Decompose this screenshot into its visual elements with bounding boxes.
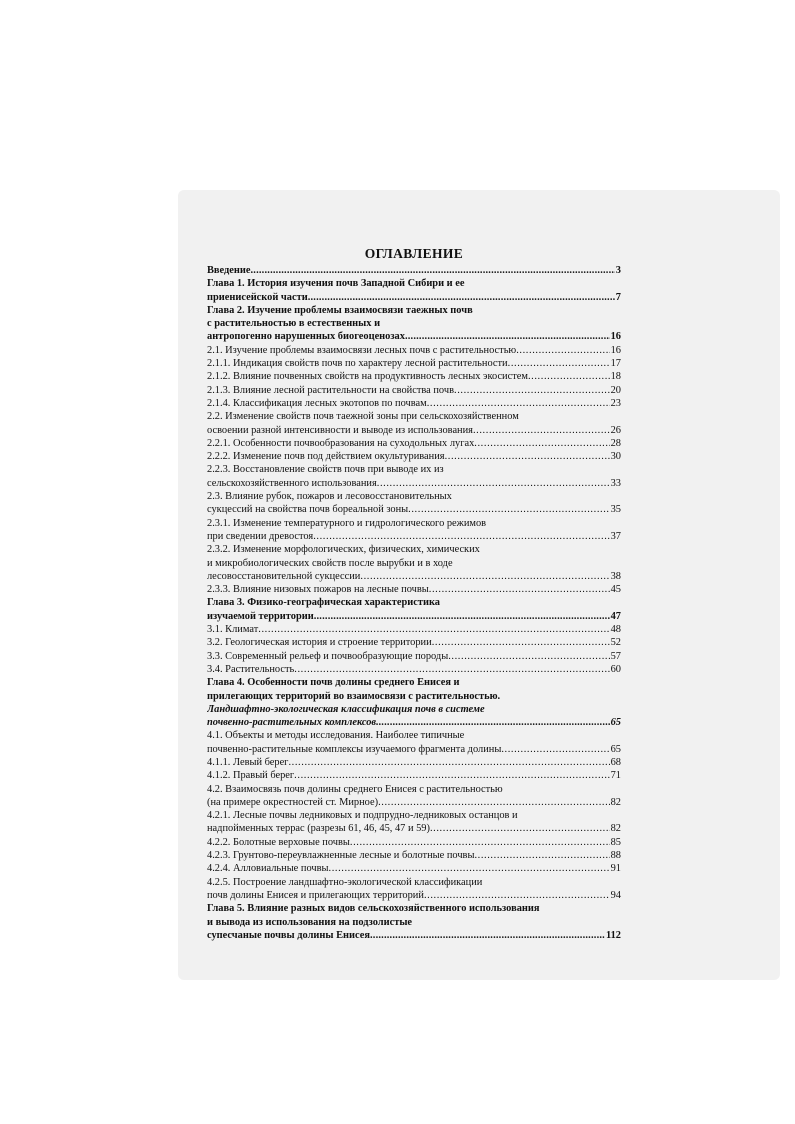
toc-page-number: 23 [610,397,621,409]
dot-leader [376,716,610,729]
dot-leader [516,344,609,357]
toc-entry-text: сукцессий на свойства почв бореальной зоны [207,504,409,516]
toc-entry[interactable] [207,463,621,490]
toc-page-number: 65 [610,743,621,755]
toc-entry[interactable] [207,756,621,769]
toc-entry[interactable] [207,650,621,663]
toc-entry-text: с растительностью в естественных и [207,318,381,330]
toc-entry-line [207,610,621,623]
toc-entry-text: 2.1.1. Индикация свойств почв по характеру лесной растительности [207,358,508,370]
toc-entry[interactable] [207,636,621,649]
dot-leader [473,424,610,437]
toc-entry[interactable] [207,437,621,450]
toc-entry-text: 4.1.2. Правый берег [207,770,295,782]
toc-entry[interactable] [207,836,621,849]
toc-entry-text: 2.2.3. Восстановление свойств почв при выводе их из [207,464,444,476]
toc-entry-line [207,583,621,596]
toc-page-number: 47 [610,610,621,622]
toc-entry-line [207,384,621,397]
toc-page-number: 91 [610,863,621,875]
toc-entry-text: приенисейской части [207,291,308,303]
toc-entry[interactable] [207,902,621,942]
toc-entry-text: почвенно-растительных комплексов [207,717,377,729]
toc-entry-line [207,530,621,543]
toc-entry-text: 4.2.5. Построение ландшафтно-экологической классификации [207,876,483,888]
toc-entry[interactable] [207,264,621,277]
toc-entry-text: 2.1.4. Классификация лесных экотопов по почвам [207,397,427,409]
toc-page-number: 82 [610,796,621,808]
toc-entry-text: почв долины Енисея и прилегающих территорий [207,889,424,901]
toc-entry[interactable] [207,397,621,410]
toc-title: ОГЛАВЛЕНИЕ [364,246,464,261]
toc-entry-text: 2.2.2. Изменение почв под действием окультуривания [207,451,445,463]
toc-page-number: 71 [610,770,621,782]
toc-entry-line [207,370,621,383]
toc-entry-line [207,570,621,583]
toc-entry-text: супесчаные почвы долины Енисея [207,929,370,941]
toc-entry-line [207,849,621,862]
toc-entry-text: 2.1.2. Влияние почвенных свойств на продуктивность лесных экосистем [207,371,528,383]
toc-entry-line [207,264,621,277]
toc-entry[interactable] [207,450,621,463]
toc-entry-text: 4.2. Взаимосвязь почв долины среднего Енисея с растительностью [207,783,503,795]
toc-entry[interactable] [207,783,621,810]
toc-entry-line [207,743,621,756]
toc-page-number: 30 [610,451,621,463]
toc-entry-text: 2.3.3. Влияние низовых пожаров на лесные почвы [207,584,429,596]
toc-entry-text: 4.2.1. Лесные почвы ледниковых и подпрудно-ледниковых останцов и [207,810,518,822]
toc-page-number: 7 [615,291,621,303]
toc-entry-line [207,796,621,809]
dot-leader [258,623,609,636]
toc-entry-text: антропогенно нарушенных биогеоценозах [207,331,405,343]
toc-entry[interactable] [207,357,621,370]
toc-entry-line [207,862,621,875]
toc-entry-text: Глава 5. Влияние разных видов сельскохозяйственного использования [207,903,540,915]
toc-entry-line [207,503,621,516]
dot-leader [308,291,615,304]
toc-page-number: 57 [610,650,621,662]
toc-entry-text: 2.1.3. Влияние лесной растительности на свойства почв [207,384,454,396]
dot-leader [314,610,610,623]
toc-entry-text: 2.2.1. Особенности почвообразования на суходольных лугах [207,437,475,449]
dot-leader [429,583,610,596]
toc-entry[interactable] [207,344,621,357]
toc-entry[interactable] [207,809,621,836]
toc-entry-text: Глава 4. Особенности почв долины среднего Енисея и [207,677,460,689]
toc-entry-line [207,636,621,649]
toc-entry-line [207,822,621,835]
toc-entry-line [207,623,621,636]
toc-page-number: 88 [610,850,621,862]
toc-page-number: 112 [605,929,621,941]
toc-entry-text: 4.1.1. Левый берег [207,756,289,768]
dot-leader [378,796,610,809]
toc-page-number: 16 [610,344,621,356]
toc-page-number: 35 [610,504,621,516]
dot-leader [360,570,609,583]
toc-entry-text: 2.1. Изучение проблемы взаимосвязи лесных почв с растительностью [207,344,517,356]
toc-entry-text: при сведении древостоя [207,530,314,542]
toc-page-number: 18 [610,371,621,383]
toc-entry-text: 3.1. Климат [207,624,259,636]
toc-entry-text: Глава 3. Физико-географическая характеристика [207,597,440,609]
dot-leader [350,836,610,849]
toc-page-number: 26 [610,424,621,436]
dot-leader [474,437,609,450]
toc-entry[interactable] [207,384,621,397]
toc-entry-text: (на примере окрестностей ст. Мирное) [207,796,379,808]
dot-leader [508,357,610,370]
toc-entry-line [207,450,621,463]
dot-leader [294,769,609,782]
dot-leader [329,862,610,875]
toc-entry[interactable] [207,663,621,676]
toc-page-number: 60 [610,663,621,675]
toc-entry[interactable] [207,862,621,875]
toc-entry[interactable] [207,729,621,756]
toc-entry-text: Глава 2. Изучение проблемы взаимосвязи таежных почв [207,304,473,316]
toc-entry[interactable] [207,410,621,437]
toc-page-number: 37 [610,530,621,542]
toc-entry-line [207,836,621,849]
dot-leader [424,889,610,902]
dot-leader [474,849,609,862]
toc-entry-text: 3.4. Растительность [207,663,295,675]
dot-leader [370,929,605,942]
toc-page-number: 65 [610,717,621,729]
toc-entry-text: и микробиологических свойств после вырубки и в ходе [207,557,453,569]
dot-leader [294,663,609,676]
toc-entry-text: Глава 1. История изучения почв Западной Сибири и ее [207,278,465,290]
toc-entry-text: 4.2.2. Болотные верховые почвы [207,836,350,848]
toc-entry[interactable] [207,517,621,544]
dot-leader [454,384,610,397]
dot-leader [427,397,610,410]
toc-entry-text: Ландшафтно-экологическая классификация почв в системе [207,703,485,715]
toc-entry-text: 3.2. Геологическая история и строение территории [207,637,432,649]
toc-entry[interactable] [207,304,621,344]
dot-leader [445,450,610,463]
dot-leader [448,650,609,663]
toc-entry-text: 2.3. Влияние рубок, пожаров и лесовосстановительных [207,491,452,503]
toc-entry-text: освоении разной интенсивности и выводе из использования [207,424,473,436]
toc-page-number: 68 [610,756,621,768]
toc-entry-line [207,663,621,676]
toc-entry-text: надпойменных террас (разрезы 61, 46, 45, 47 и 59) [207,823,430,835]
dot-leader [377,477,610,490]
toc-entry-text: прилегающих территорий во взаимосвязи с растительностью. [207,690,501,702]
toc-page-number: 3 [615,265,621,276]
toc-page-number: 17 [610,358,621,370]
toc-entry[interactable] [207,277,621,304]
toc-entry[interactable] [207,769,621,782]
toc-entry-text: 2.2. Изменение свойств почв таежной зоны при сельскохозяйственном [207,411,519,423]
toc-entry-text: 4.1. Объекты и методы исследования. Наиболее типичные [207,730,465,742]
toc-entry[interactable] [207,490,621,517]
toc-entry-line [207,397,621,410]
toc-entry-line [207,330,621,343]
toc-page-number: 38 [610,570,621,582]
toc-page-number: 52 [610,637,621,649]
dot-leader [528,370,610,383]
toc-entry-line [207,756,621,769]
toc-entry-text: лесовосстановительной сукцессии [207,570,361,582]
toc-entry-line [207,291,621,304]
dot-leader [405,330,610,343]
dot-leader [313,530,609,543]
toc-entry[interactable] [207,849,621,862]
toc-entry[interactable] [207,703,621,730]
dot-leader [432,636,610,649]
toc-entry[interactable] [207,583,621,596]
toc-entry-text: и вывода из использования на подзолистые [207,916,413,928]
toc-entry-text: изучаемой территории [207,610,314,622]
toc-entry-line [207,344,621,357]
toc-entry-line [207,477,621,490]
toc-page-number: 16 [610,331,621,343]
toc-entry-line [207,769,621,782]
toc-entry[interactable] [207,876,621,903]
dot-leader [501,743,609,756]
toc-entry-text: сельскохозяйственного использования [207,477,377,489]
toc-entry-line [207,357,621,370]
toc-entry-line [207,437,621,450]
toc-page-number: 82 [610,823,621,835]
toc-entry-text: 2.3.2. Изменение морфологических, физических, химических [207,544,480,556]
toc-page-number: 94 [610,889,621,901]
toc-entry[interactable] [207,370,621,383]
toc-entry[interactable] [207,596,621,623]
toc-entry-text: почвенно-растительные комплексы изучаемого фрагмента долины [207,743,502,755]
toc-page-number: 20 [610,384,621,396]
toc-entry[interactable] [207,676,621,703]
toc-entry-text: Введение [207,265,251,276]
toc-entry-text: 4.2.4. Алловиальные почвы [207,863,329,875]
dot-leader [408,503,609,516]
toc-entry-line [207,889,621,902]
toc-entry-text: 3.3. Современный рельеф и почвообразующие породы [207,650,449,662]
dot-leader [250,264,614,277]
dot-leader [430,822,610,835]
toc-entry[interactable] [207,623,621,636]
table-of-contents [207,244,621,942]
toc-list [207,264,621,942]
toc-entry-text: 2.3.1. Изменение температурного и гидрологического режимов [207,517,487,529]
toc-page-number: 48 [610,624,621,636]
toc-page-number: 28 [610,437,621,449]
toc-entry-line [207,929,621,942]
toc-entry-line [207,424,621,437]
toc-page-number: 45 [610,584,621,596]
toc-page-number: 85 [610,836,621,848]
toc-entry-line [207,716,621,729]
toc-page-number: 33 [610,477,621,489]
toc-entry-line [207,650,621,663]
toc-entry-text: 4.2.3. Грунтово-переувлажненные лесные и болотные почвы [207,850,475,862]
dot-leader [288,756,609,769]
toc-entry[interactable] [207,543,621,583]
